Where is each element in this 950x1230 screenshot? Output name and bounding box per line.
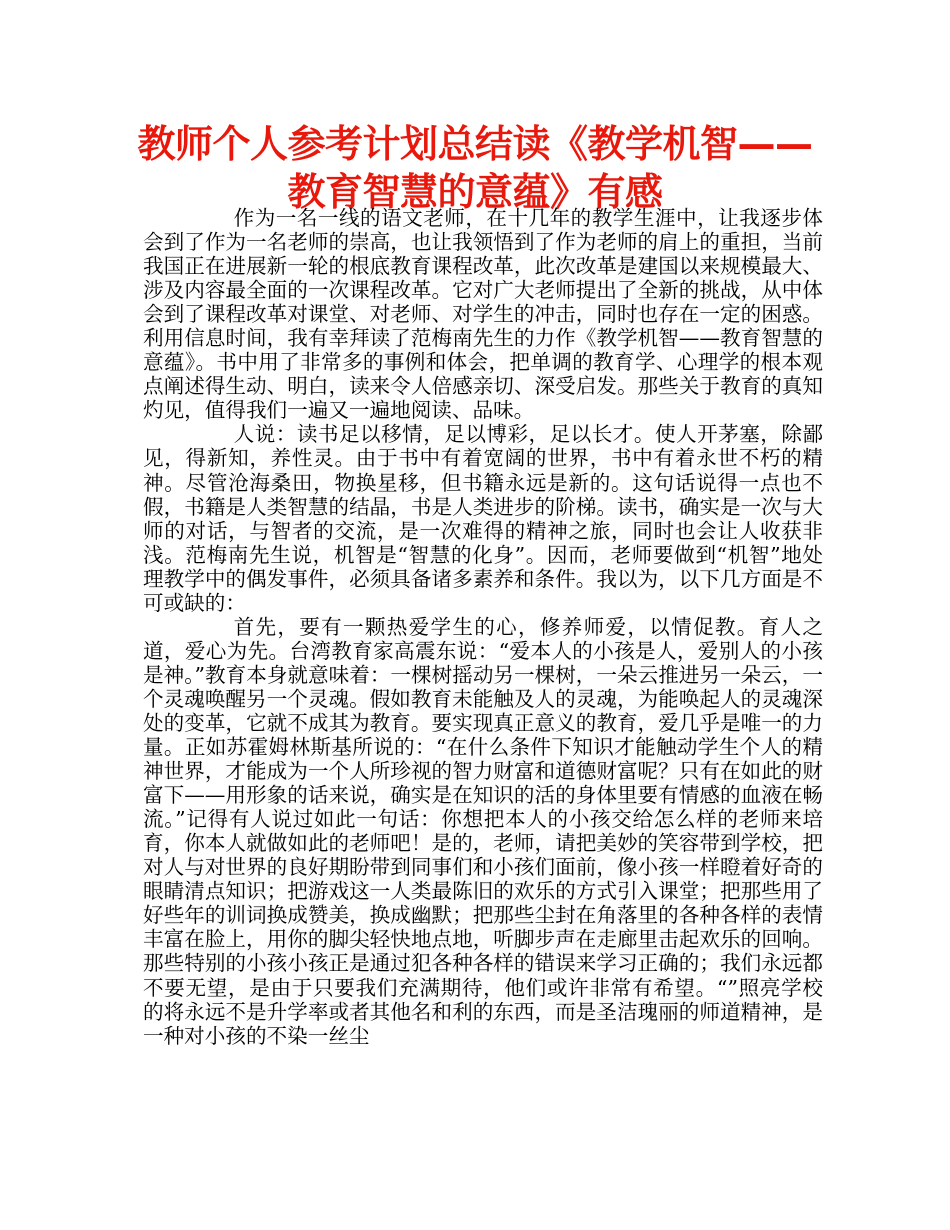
title-line-1: 教师个人参考计划总结读《教学机智——: [137, 122, 813, 166]
title-line-2: 教育智慧的意蕴》有感: [287, 170, 663, 214]
body-paragraph-3: 首先，要有一颗热爱学生的心，修养师爱，以情促教。育人之道，爱心为先。台湾教育家高震东说：“爱本人的小孩是人，爱别人的小孩是神。”教育本身就意味着：一棵树摇动另一棵树，一朵云推进另一朵云，一个灵魂唤醒另一个灵魂。假如教育未能触及人的灵魂，为能唤起人的灵魂深处的变革，它就不成其为教育。要实现真正意义的教育，爱几乎是唯一的力量。正如苏霍姆林斯基所说的：“在什么条件下知识才能触动学生个人的精神世界，才能成为一个人所珍视的智力财富和道德财富呢？只有在如此的财富下——用形象的话来说，确实是在知识的活的身体里要有情感的血液在畅流。”记得有人说过如此一句话：你想把本人的小孩交给怎么样的老师来培育，你本人就做如此的老师吧！是的，老师，请把美妙的笑容带到学校，把对人与对世界的良好期盼带到同事们和小孩们面前，像小孩一样瞪着好奇的眼睛清点知识；把游戏这一人类最陈旧的欢乐的方式引入课堂；把那些用了好些年的训词换成赞美，换成幽默；把那些尘封在角落里的各种各样的表情丰富在脸上，用你的脚尖轻快地点地，听脚步声在走廊里击起欢乐的回响。那些特别的小孩小孩正是通过犯各种各样的错误来学习正确的；我们永远都不要无望，是由于只要我们充满期待，他们或许非常有希望。“”照亮学校的将永远不是升学率或者其他名和利的东西，而是圣洁瑰丽的师道精神，是一种对小孩的不染一丝尘: [143, 614, 823, 1048]
document-body: [143, 206, 823, 1048]
body-paragraph-2: 人说：读书足以移情，足以博彩，足以长才。使人开茅塞，除鄙见，得新知，养性灵。由于书中有着宽阔的世界，书中有着永世不朽的精神。尽管沧海桑田，物换星移，但书籍永远是新的。这句话说得一点也不假，书籍是人类智慧的结晶，书是人类进步的阶梯。读书，确实是一次与大师的对话，与智者的交流，是一次难得的精神之旅，同时也会让人收获非浅。范梅南先生说，机智是“智慧的化身”。因而，老师要做到“机智”地处理教学中的偶发事件，必须具备诸多素养和条件。我以为，以下几方面是不可或缺的：: [143, 422, 823, 615]
document-title: [130, 120, 820, 216]
body-paragraph-1: 作为一名一线的语文老师，在十几年的教学生涯中，让我逐步体会到了作为一名老师的崇高，也让我领悟到了作为老师的肩上的重担，当前我国正在进展新一轮的根底教育课程改革，此次改革是建国以来规模最大、涉及内容最全面的一次课程改革。它对广大老师提出了全新的挑战，从中体会到了课程改革对课堂、对老师、对学生的冲击，同时也存在一定的困惑。利用信息时间，我有幸拜读了范梅南先生的力作《教学机智——教育智慧的意蕴》。书中用了非常多的事例和体会，把单调的教育学、心理学的根本观点阐述得生动、明白，读来令人倍感亲切、深受启发。那些关于教育的真知灼见，值得我们一遍又一遍地阅读、品味。: [143, 206, 823, 423]
